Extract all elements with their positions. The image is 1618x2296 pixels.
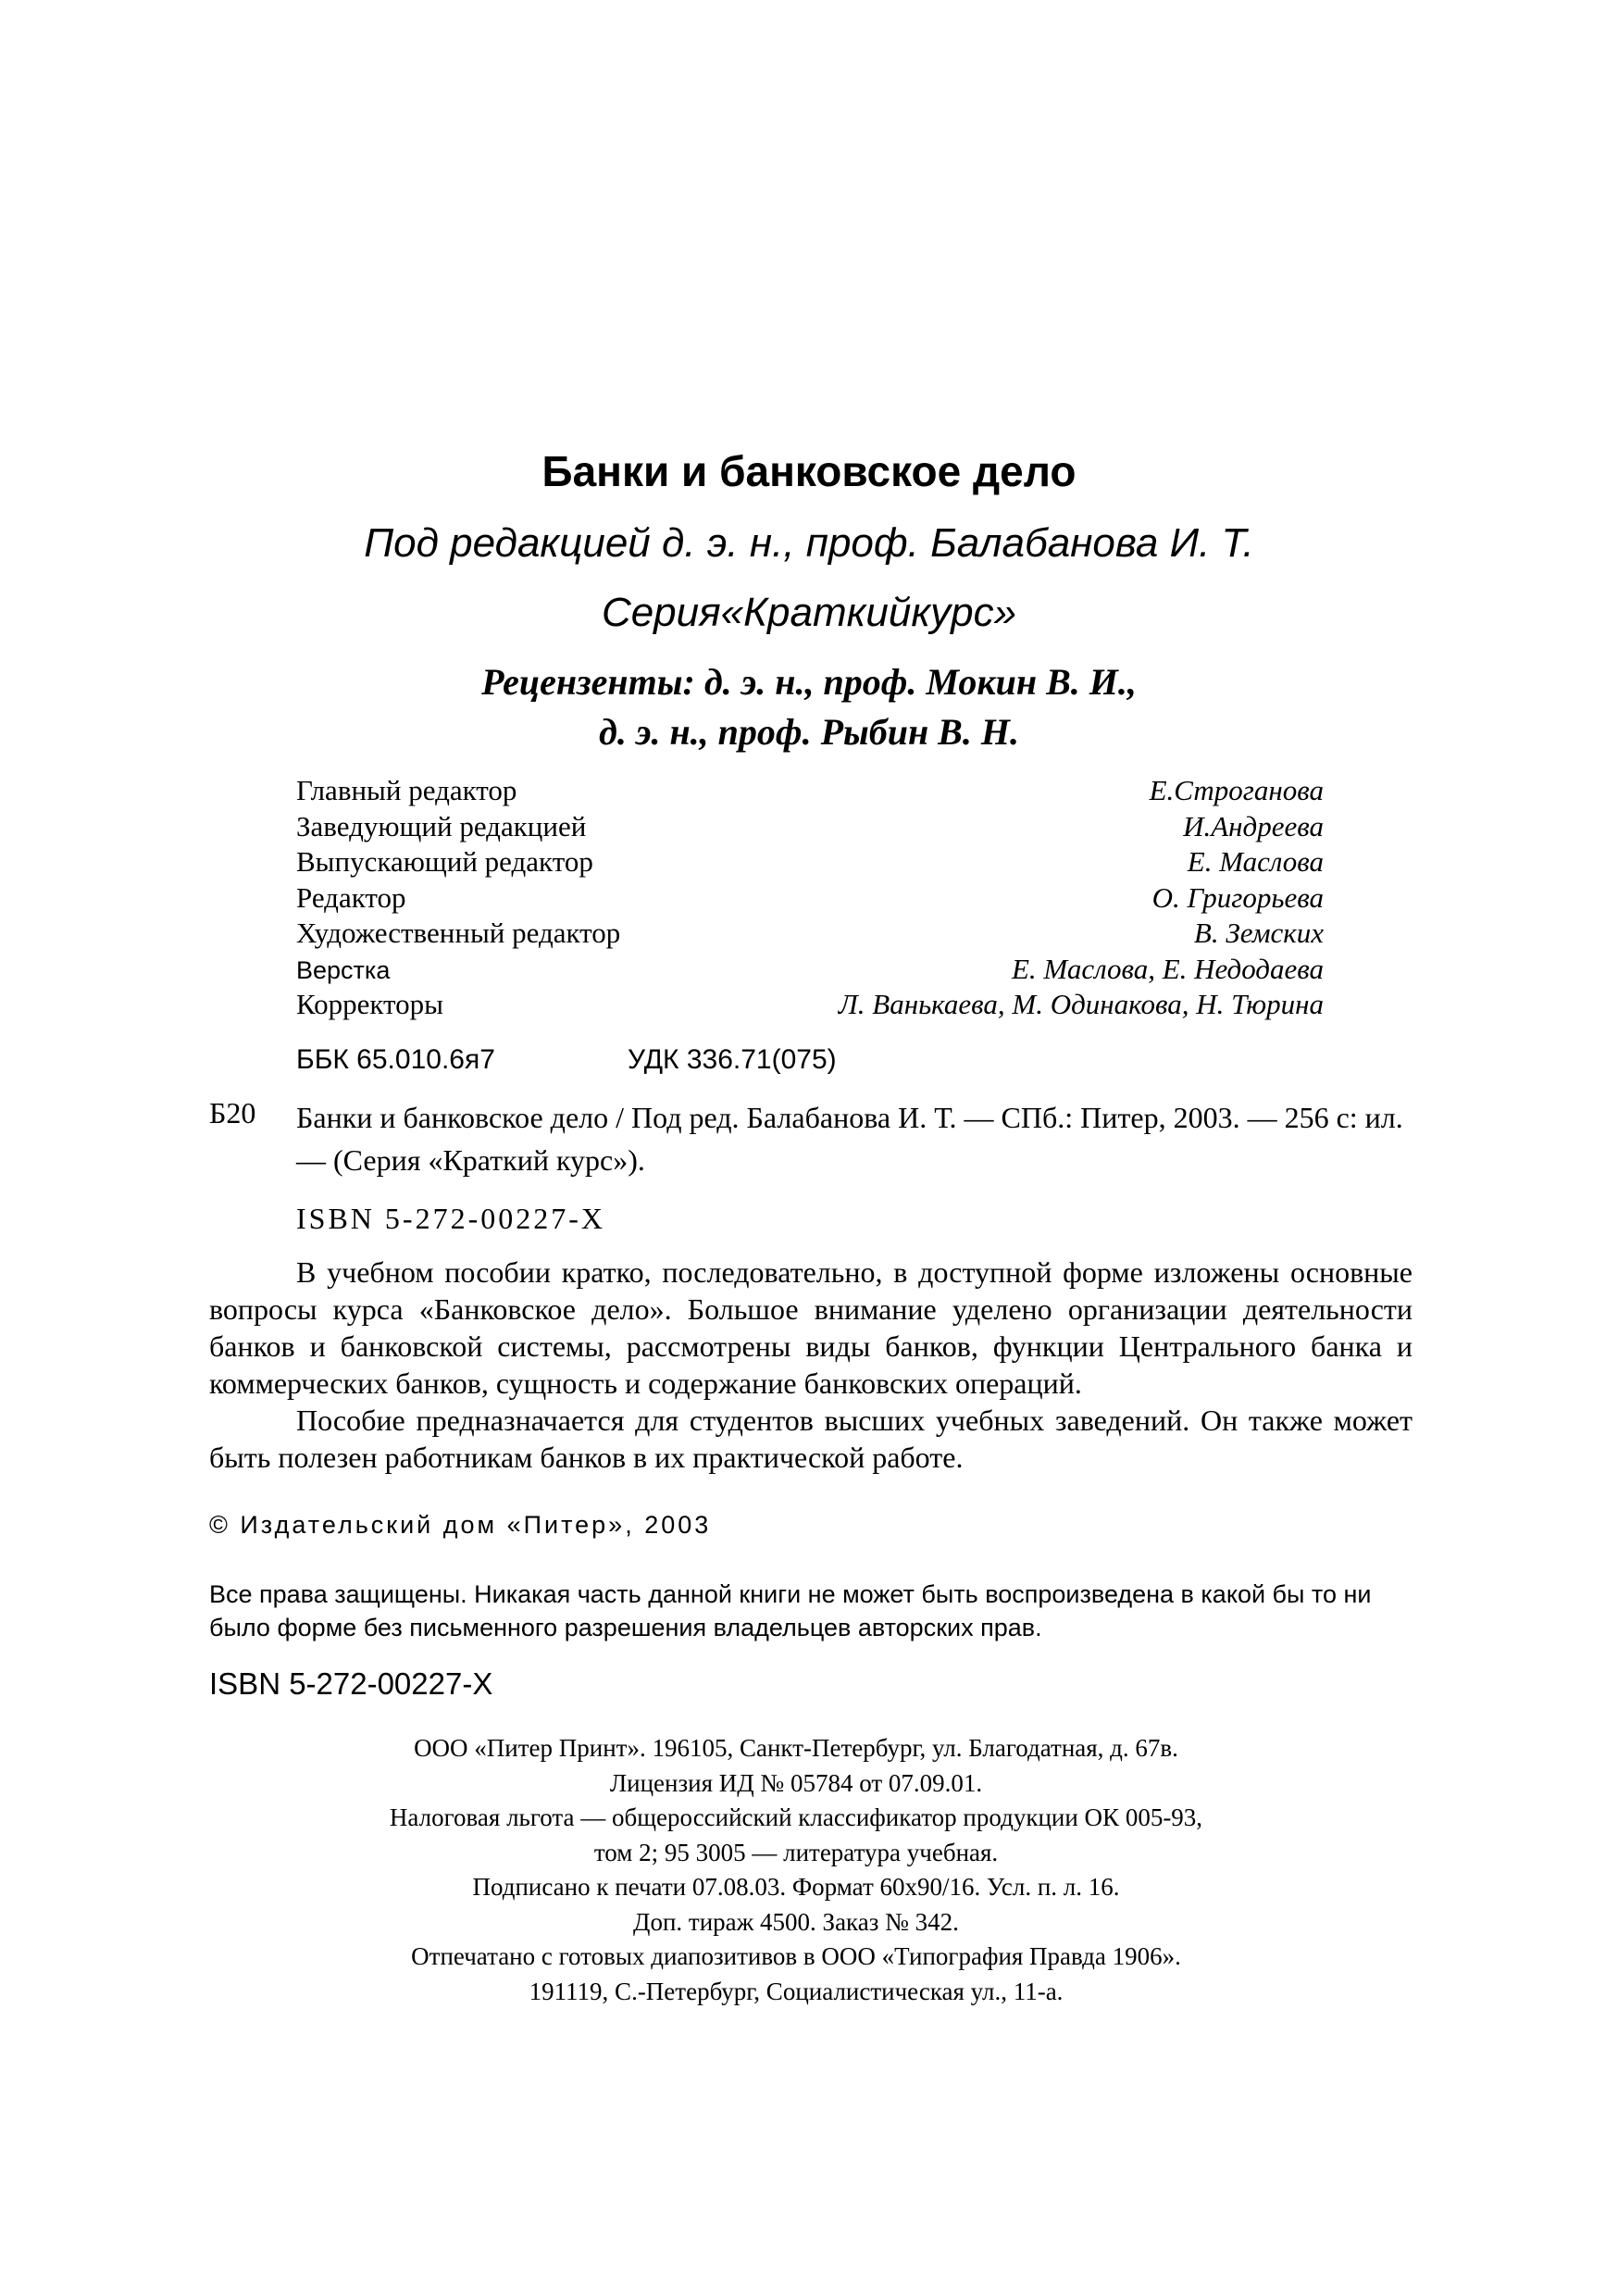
- reviewers-line-2: д. э. н., проф. Рыбин В. Н.: [599, 711, 1019, 753]
- staff-name: Е. Маслова: [1187, 845, 1324, 878]
- staff-list: [296, 774, 1324, 1024]
- staff-name: Е.Строганова: [1149, 774, 1324, 806]
- staff-name: Е. Маслова, Е. Недодаева: [1012, 952, 1324, 985]
- staff-role: Редактор: [296, 880, 406, 914]
- bbk-code: ББК 65.010.6я7: [296, 1044, 495, 1075]
- udk-code: УДК 336.71(075): [628, 1044, 837, 1075]
- imprint-line: Налоговая льгота — общероссийский классификатор продукции ОК 005-93,: [389, 1803, 1203, 1831]
- series-line: Серия«Краткийкурс»: [601, 590, 1017, 635]
- staff-name: В. Земских: [1193, 917, 1324, 949]
- staff-row: [296, 774, 1324, 810]
- staff-row: [296, 881, 1324, 917]
- annotation-paragraph-1: В учебном пособии кратко, последовательно, в доступной форме изложены основные вопросы курса «Банковское дело». Большое внимание уделено организации деятельности банков и банковской системы, рассмотрены виды банков, функции Центрального банка и коммерческих банков, сущность и содержание банковских операций.: [209, 1255, 1413, 1400]
- imprint-line: Лицензия ИД № 05784 от 07.09.01.: [609, 1768, 983, 1797]
- staff-row: [296, 988, 1324, 1024]
- isbn-large: ISBN 5-272-00227-X: [209, 1666, 493, 1701]
- staff-role: Верстка: [296, 955, 391, 984]
- staff-name: Л. Ванькаева, М. Одинакова, Н. Тюрина: [838, 988, 1324, 1020]
- staff-row: [296, 810, 1324, 846]
- editor-line: Под редакцией д. э. н., проф. Балабанова И. Т.: [364, 520, 1254, 566]
- imprint-line: Доп. тираж 4500. Заказ № 342.: [633, 1907, 959, 1936]
- catalog-isbn: ISBN 5-272-00227-X: [296, 1202, 605, 1235]
- imprint-line: Отпечатано с готовых диапозитивов в ООО «Типография Правда 1906».: [411, 1942, 1181, 1970]
- rights-notice: Все права защищены. Никакая часть данной книги не может быть воспроизведена в какой бы то ни было форме без письменного разрешения владельцев авторских прав.: [209, 1580, 1372, 1641]
- staff-role: Заведующий редакцией: [296, 809, 587, 842]
- reviewers-line-1: Рецензенты: д. э. н., проф. Мокин В. И.,: [481, 661, 1137, 703]
- imprint-line: Подписано к печати 07.08.03. Формат 60х90/16. Усл. п. л. 16.: [472, 1873, 1120, 1901]
- book-title: Банки и банковское дело: [541, 447, 1077, 495]
- catalog-entry: Банки и банковское дело / Под ред. Балабанова И. Т. — СПб.: Питер, 2003. — 256 с: ил. — (Серия «Краткий курс»).: [296, 1101, 1403, 1177]
- staff-role: Корректоры: [296, 988, 444, 1020]
- annotation-paragraph-2: Пособие предназначается для студентов высших учебных заведений. Он также может быть полезен работникам банков в их практической работе.: [209, 1404, 1413, 1474]
- imprint-line: ООО «Питер Принт». 196105, Санкт-Петербург, ул. Благодатная, д. 67в.: [414, 1734, 1178, 1762]
- annotation: [209, 1254, 1413, 1476]
- staff-name: И.Андреева: [1183, 809, 1324, 842]
- staff-row: [296, 845, 1324, 881]
- staff-row: [296, 917, 1324, 953]
- staff-role: Выпускающий редактор: [296, 845, 593, 878]
- staff-role: Главный редактор: [296, 774, 517, 806]
- imprint-line: том 2; 95 3005 — литература учебная.: [593, 1838, 999, 1866]
- staff-name: О. Григорьева: [1151, 880, 1324, 914]
- staff-row: [296, 953, 1324, 989]
- imprint-line: 191119, С.-Петербург, Социалистическая ул., 11-а.: [529, 1977, 1064, 2005]
- staff-role: Художественный редактор: [296, 917, 621, 949]
- catalog-code: Б20: [209, 1096, 256, 1129]
- copyright-line: © Издательский дом «Питер», 2003: [209, 1511, 712, 1539]
- imprint-block: [278, 1731, 1314, 2009]
